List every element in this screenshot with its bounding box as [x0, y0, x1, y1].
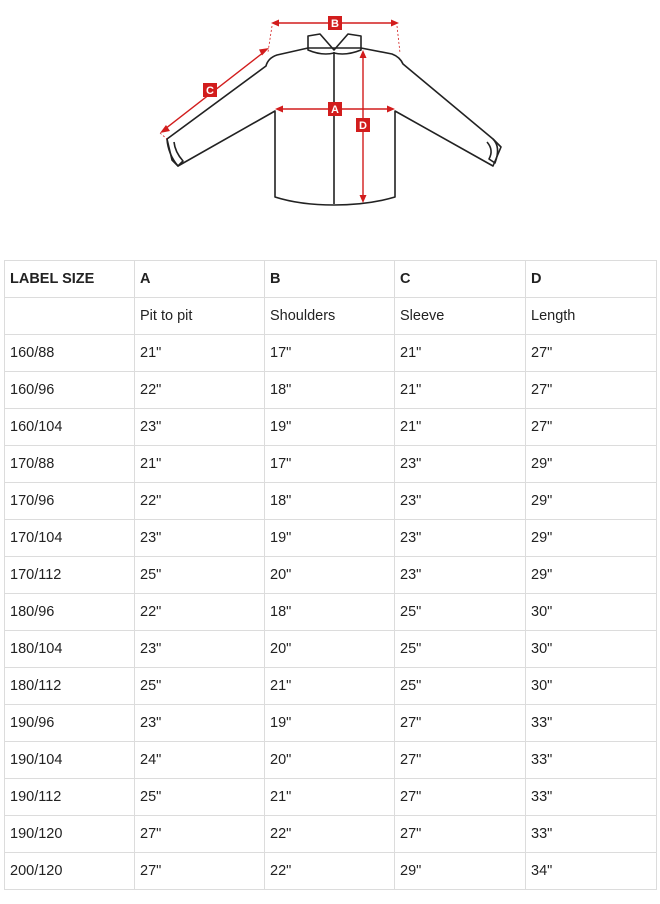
shoulders-arrowhead-right	[391, 20, 399, 27]
pit-to-pit-cell: 22"	[135, 372, 265, 409]
pit-to-pit-arrowhead-left	[275, 106, 283, 113]
table-row	[5, 557, 657, 594]
label-size-cell: 160/88	[5, 335, 135, 372]
sleeve-cell: 23"	[395, 446, 526, 483]
length-cell: 27"	[526, 409, 657, 446]
shoulders-cell: 20"	[265, 557, 395, 594]
shoulders-cell: 20"	[265, 742, 395, 779]
length-cell: 33"	[526, 705, 657, 742]
column-label: Pit to pit	[135, 298, 265, 335]
label-size-cell: 170/96	[5, 483, 135, 520]
column-label-row	[5, 298, 657, 335]
table-row	[5, 372, 657, 409]
label-size-cell: 190/112	[5, 779, 135, 816]
length-cell: 34"	[526, 853, 657, 890]
length-arrowhead-bottom	[360, 195, 367, 203]
measurement-arrows	[160, 20, 400, 204]
length-cell: 29"	[526, 520, 657, 557]
length-cell: 29"	[526, 446, 657, 483]
pit-to-pit-cell: 23"	[135, 631, 265, 668]
column-code: A	[135, 261, 265, 298]
length-arrowhead-top	[360, 50, 367, 58]
size-chart-table	[4, 260, 657, 890]
sleeve-cell: 21"	[395, 409, 526, 446]
label-size-cell: 180/96	[5, 594, 135, 631]
shoulders-cell: 18"	[265, 483, 395, 520]
marker-shoulders-label: B	[331, 18, 339, 30]
marker-length-label: D	[359, 120, 367, 132]
jacket-outline	[167, 34, 501, 205]
length-cell: 29"	[526, 483, 657, 520]
shoulders-cell: 17"	[265, 335, 395, 372]
length-cell: 29"	[526, 557, 657, 594]
column-label: Sleeve	[395, 298, 526, 335]
length-cell: 30"	[526, 594, 657, 631]
table-row	[5, 446, 657, 483]
table-row	[5, 779, 657, 816]
pit-to-pit-cell: 21"	[135, 446, 265, 483]
shoulders-arrowhead-left	[271, 20, 279, 27]
table-row	[5, 594, 657, 631]
shoulders-guide-right	[397, 26, 400, 53]
shoulders-cell: 19"	[265, 705, 395, 742]
pit-to-pit-cell: 25"	[135, 557, 265, 594]
sleeve-cell: 23"	[395, 520, 526, 557]
jacket-measurement-diagram	[0, 0, 660, 235]
marker-sleeve-label: C	[206, 85, 214, 97]
table-row	[5, 668, 657, 705]
table-row	[5, 631, 657, 668]
pit-to-pit-cell: 23"	[135, 409, 265, 446]
length-cell: 27"	[526, 372, 657, 409]
sleeve-cell: 27"	[395, 779, 526, 816]
pit-to-pit-cell: 22"	[135, 483, 265, 520]
marker-sleeve	[203, 83, 217, 97]
label-size-cell: 170/112	[5, 557, 135, 594]
label-size-cell: 180/104	[5, 631, 135, 668]
sleeve-cell: 21"	[395, 372, 526, 409]
sleeve-cell: 25"	[395, 668, 526, 705]
marker-pit-to-pit-label: A	[331, 104, 339, 116]
table-row	[5, 816, 657, 853]
table-row	[5, 483, 657, 520]
pit-to-pit-arrowhead-right	[387, 106, 395, 113]
length-cell: 30"	[526, 668, 657, 705]
shoulders-cell: 22"	[265, 853, 395, 890]
sleeve-cell: 27"	[395, 742, 526, 779]
label-size-cell: 190/120	[5, 816, 135, 853]
table-row	[5, 520, 657, 557]
pit-to-pit-cell: 25"	[135, 779, 265, 816]
label-size-cell: 200/120	[5, 853, 135, 890]
table-row	[5, 742, 657, 779]
table-row	[5, 853, 657, 890]
sleeve-cell: 23"	[395, 557, 526, 594]
label-size-cell: 170/88	[5, 446, 135, 483]
pit-to-pit-cell: 24"	[135, 742, 265, 779]
pit-to-pit-cell: 23"	[135, 705, 265, 742]
label-size-cell: 180/112	[5, 668, 135, 705]
column-label	[5, 298, 135, 335]
shoulders-cell: 19"	[265, 520, 395, 557]
shoulders-cell: 17"	[265, 446, 395, 483]
column-code: C	[395, 261, 526, 298]
sleeve-cell: 27"	[395, 816, 526, 853]
pit-to-pit-cell: 25"	[135, 668, 265, 705]
marker-pit-to-pit	[328, 102, 342, 116]
column-code: B	[265, 261, 395, 298]
column-label: Length	[526, 298, 657, 335]
column-code: D	[526, 261, 657, 298]
column-label: Shoulders	[265, 298, 395, 335]
length-cell: 30"	[526, 631, 657, 668]
jacket-collar	[308, 34, 361, 54]
length-cell: 27"	[526, 335, 657, 372]
shoulders-cell: 21"	[265, 668, 395, 705]
table-row	[5, 335, 657, 372]
column-code: LABEL SIZE	[5, 261, 135, 298]
shoulders-cell: 22"	[265, 816, 395, 853]
shoulders-cell: 18"	[265, 594, 395, 631]
pit-to-pit-cell: 27"	[135, 816, 265, 853]
shoulders-cell: 19"	[265, 409, 395, 446]
sleeve-cell: 21"	[395, 335, 526, 372]
shoulders-cell: 21"	[265, 779, 395, 816]
shoulders-cell: 20"	[265, 631, 395, 668]
sleeve-cell: 25"	[395, 631, 526, 668]
right-cuff	[487, 139, 498, 163]
pit-to-pit-cell: 27"	[135, 853, 265, 890]
table-row	[5, 409, 657, 446]
shoulders-cell: 18"	[265, 372, 395, 409]
label-size-cell: 190/96	[5, 705, 135, 742]
label-size-cell: 160/96	[5, 372, 135, 409]
table-row	[5, 705, 657, 742]
label-size-cell: 170/104	[5, 520, 135, 557]
pit-to-pit-cell: 23"	[135, 520, 265, 557]
sleeve-guide	[160, 133, 167, 139]
column-code-row	[5, 261, 657, 298]
length-cell: 33"	[526, 816, 657, 853]
length-cell: 33"	[526, 779, 657, 816]
sleeve-cell: 25"	[395, 594, 526, 631]
sleeve-cell: 29"	[395, 853, 526, 890]
pit-to-pit-cell: 21"	[135, 335, 265, 372]
label-size-cell: 160/104	[5, 409, 135, 446]
pit-to-pit-cell: 22"	[135, 594, 265, 631]
marker-shoulders	[328, 16, 342, 30]
sleeve-cell: 27"	[395, 705, 526, 742]
length-cell: 33"	[526, 742, 657, 779]
marker-length	[356, 118, 370, 132]
sleeve-cell: 23"	[395, 483, 526, 520]
label-size-cell: 190/104	[5, 742, 135, 779]
left-cuff	[167, 139, 183, 166]
